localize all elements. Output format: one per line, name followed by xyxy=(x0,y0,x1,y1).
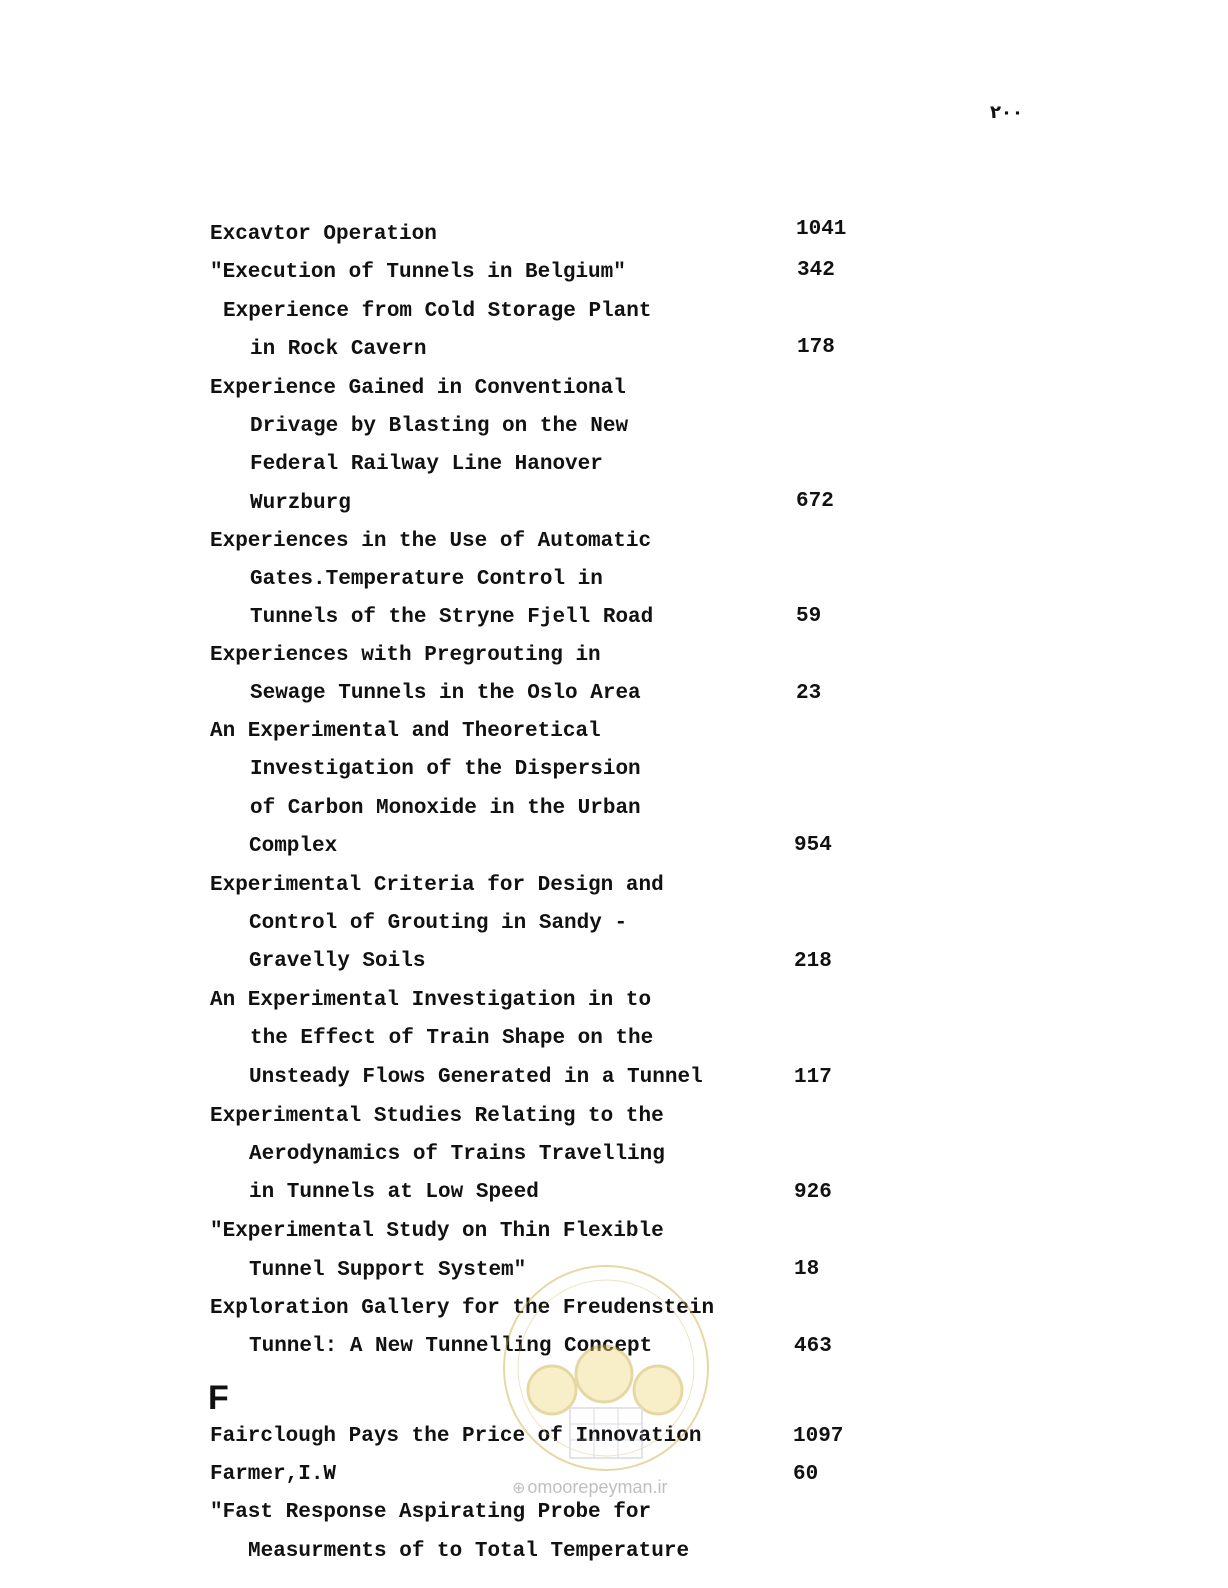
entry-title: Wurzburg xyxy=(250,492,351,515)
entry-title: the Effect of Train Shape on the xyxy=(250,1027,654,1050)
entry-title: in Tunnels at Low Speed xyxy=(249,1181,539,1204)
entry-title: Tunnel: A New Tunnelling Concept xyxy=(249,1335,653,1358)
entry-title: Experiences with Pregrouting in xyxy=(210,644,601,667)
entry-title: An Experimental and Theoretical xyxy=(210,720,601,743)
entry-title: Measurments of to Total Temperature xyxy=(248,1540,690,1563)
entry-page-number: 1097 xyxy=(793,1425,844,1448)
entry-title: Aerodynamics of Trains Travelling xyxy=(249,1143,665,1166)
entry-title: Sewage Tunnels in the Oslo Area xyxy=(250,682,641,705)
entry-title: Control of Grouting in Sandy - xyxy=(249,912,628,935)
globe-icon: ⊕ xyxy=(512,1480,526,1497)
section-heading-letter: F xyxy=(208,1379,229,1417)
entry-title: Exploration Gallery for the Freudenstein xyxy=(210,1297,715,1320)
entry-page-number: 342 xyxy=(797,259,835,282)
entry-page-number: 60 xyxy=(793,1463,819,1486)
entry-title: "Execution of Tunnels in Belgium" xyxy=(210,261,626,284)
entry-title: Complex xyxy=(249,835,338,858)
entry-title: in Rock Cavern xyxy=(250,338,427,361)
entry-title: Tunnel Support System" xyxy=(249,1259,527,1282)
entry-title: Farmer,I.W xyxy=(210,1463,337,1486)
entry-title: An Experimental Investigation in to xyxy=(210,989,652,1012)
entry-title: Experimental Studies Relating to the xyxy=(210,1105,664,1128)
entry-title: Unsteady Flows Generated in a Tunnel xyxy=(249,1066,703,1089)
entry-title: Experience Gained in Conventional xyxy=(210,377,626,400)
entry-page-number: 18 xyxy=(794,1258,820,1281)
entry-title: of Carbon Monoxide in the Urban xyxy=(250,797,641,820)
entry-title: Experimental Criteria for Design and xyxy=(210,874,664,897)
entry-title: Drivage by Blasting on the New xyxy=(250,415,629,438)
entry-title: Tunnels of the Stryne Fjell Road xyxy=(250,606,654,629)
watermark-url-text: omoorepeyman.ir xyxy=(527,1477,668,1497)
entry-title: Gravelly Soils xyxy=(249,950,426,973)
entry-page-number: 178 xyxy=(797,336,835,359)
entry-page-number: 59 xyxy=(796,605,822,628)
entry-title: Federal Railway Line Hanover xyxy=(250,453,603,476)
entry-title: "Fast Response Aspirating Probe for xyxy=(210,1501,652,1524)
entry-page-number: 926 xyxy=(794,1181,832,1204)
entry-title: Excavtor Operation xyxy=(210,223,437,246)
entry-title: Fairclough Pays the Price of Innovation xyxy=(210,1425,702,1448)
entry-title: Experiences in the Use of Automatic xyxy=(210,530,652,553)
entry-page-number: 218 xyxy=(794,950,832,973)
entry-title: "Experimental Study on Thin Flexible xyxy=(210,1220,664,1243)
entry-page-number: 23 xyxy=(796,682,822,705)
page-number: ۲۰۰ xyxy=(990,102,1023,123)
entry-page-number: 672 xyxy=(796,490,834,513)
entry-page-number: 954 xyxy=(794,834,832,857)
entry-page-number: 117 xyxy=(794,1066,832,1089)
entry-title: Investigation of the Dispersion xyxy=(250,758,641,781)
watermark-url xyxy=(512,1477,667,1498)
entry-title: Experience from Cold Storage Plant xyxy=(223,300,652,323)
entry-page-number: 463 xyxy=(794,1335,832,1358)
entry-page-number: 1041 xyxy=(796,218,847,241)
entry-title: Gates.Temperature Control in xyxy=(250,568,603,591)
